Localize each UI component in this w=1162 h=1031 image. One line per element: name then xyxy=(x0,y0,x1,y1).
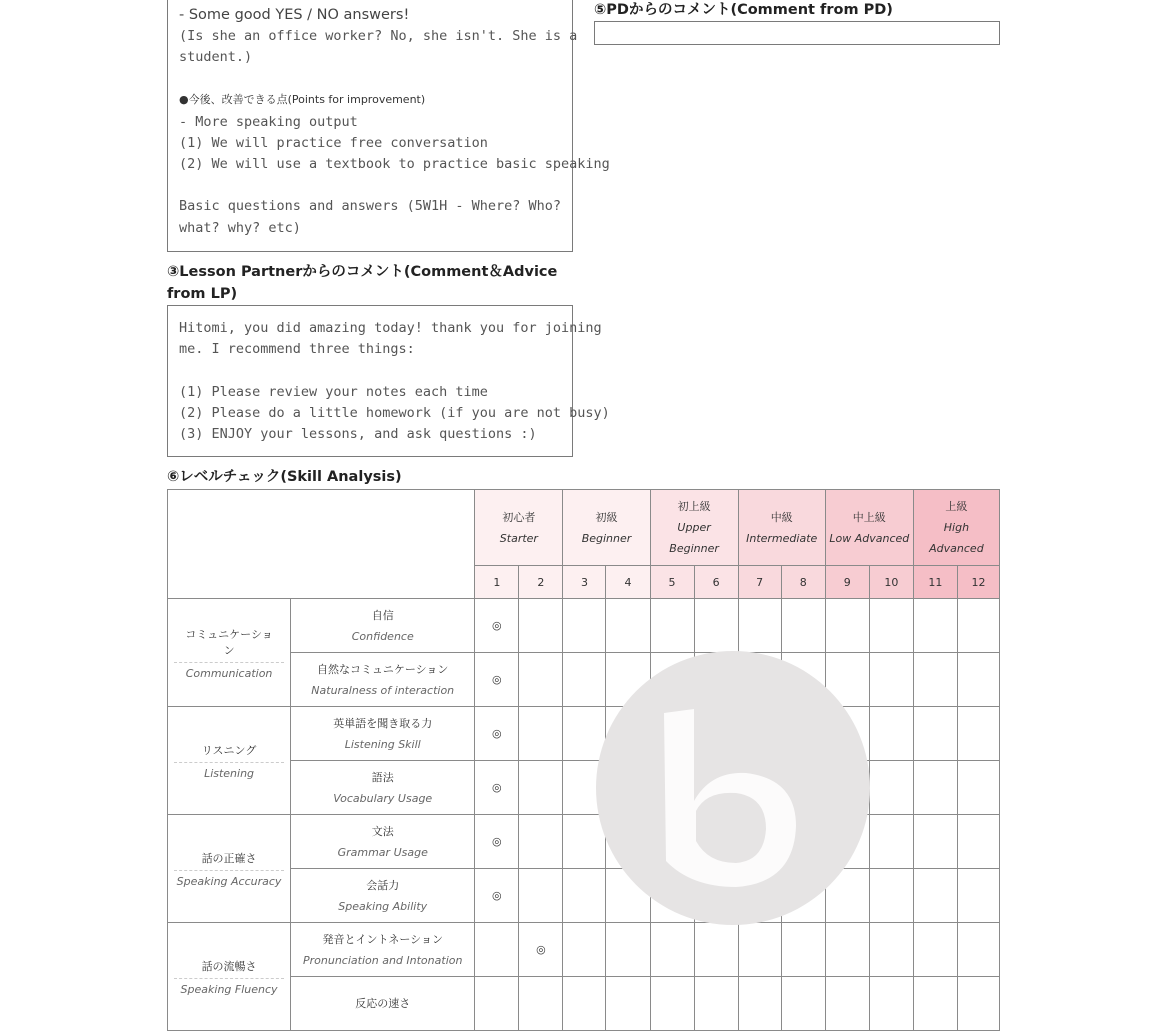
table-row xyxy=(168,761,1000,815)
level-cell[interactable] xyxy=(738,761,781,815)
skill-name-en: Listening Skill xyxy=(344,737,421,751)
level-cell[interactable] xyxy=(694,815,738,869)
comment-line: (2) We will use a textbook to practice basic speaking xyxy=(179,156,610,172)
level-number: 11 xyxy=(913,566,957,599)
level-cell[interactable] xyxy=(825,815,869,869)
level-cell[interactable] xyxy=(606,653,650,707)
level-name-en: Upper Beginner xyxy=(669,521,719,555)
level-cell[interactable] xyxy=(694,707,738,761)
skill-item xyxy=(291,653,475,707)
level-cell[interactable] xyxy=(519,815,563,869)
category-name-jp: リスニング xyxy=(201,743,257,757)
category-name-en: Listening xyxy=(174,762,284,780)
level-name-jp: 初級 xyxy=(595,510,618,524)
level-name-jp: 中級 xyxy=(770,510,793,524)
comment-line: - More speaking output xyxy=(179,114,358,130)
level-cell[interactable] xyxy=(913,869,957,923)
comment-line: (Is she an office worker? No, she isn't. She is a xyxy=(179,28,578,44)
level-header-6 xyxy=(913,490,999,566)
level-cell[interactable] xyxy=(606,599,650,653)
level-cell[interactable] xyxy=(519,977,563,1031)
level-name-en: Beginner xyxy=(581,531,632,545)
level-header-1 xyxy=(475,490,563,566)
level-mark: ◎ xyxy=(536,943,546,956)
level-cell[interactable] xyxy=(606,923,650,977)
level-mark: ◎ xyxy=(492,835,502,848)
level-cell[interactable] xyxy=(781,761,825,815)
comment-line: (1) We will practice free conversation xyxy=(179,135,488,151)
skill-name-en: Pronunciation and Intonation xyxy=(303,953,463,967)
level-cell[interactable] xyxy=(563,815,606,869)
skill-item xyxy=(291,869,475,923)
level-cell[interactable] xyxy=(869,707,913,761)
level-cell[interactable] xyxy=(738,599,781,653)
level-name-jp: 初上級 xyxy=(677,500,711,513)
skill-name-en: Grammar Usage xyxy=(337,845,428,859)
level-cell[interactable] xyxy=(738,653,781,707)
level-cell[interactable] xyxy=(650,599,694,653)
skill-name-jp: 語法 xyxy=(371,770,394,784)
level-number: 6 xyxy=(694,566,738,599)
level-cell[interactable] xyxy=(694,653,738,707)
comment-line: Basic questions and answers (5W1H - Where? Who? xyxy=(179,198,562,214)
category-name-jp: コミュニケーション xyxy=(185,627,273,657)
table-row xyxy=(168,599,1000,653)
comment-line: - Some good YES / NO answers! xyxy=(179,7,410,23)
skill-item xyxy=(291,923,475,977)
category-name-jp: 話の流暢さ xyxy=(201,959,257,973)
table-row xyxy=(168,923,1000,977)
level-cell[interactable] xyxy=(913,923,957,977)
level-cell[interactable] xyxy=(869,815,913,869)
level-cell[interactable] xyxy=(957,707,999,761)
level-cell[interactable] xyxy=(650,923,694,977)
level-cell[interactable] xyxy=(738,815,781,869)
level-cell[interactable] xyxy=(606,869,650,923)
skill-name-en: Speaking Ability xyxy=(338,899,428,913)
level-cell[interactable] xyxy=(519,923,563,977)
level-cell[interactable] xyxy=(781,815,825,869)
level-cell[interactable] xyxy=(563,869,606,923)
level-number: 1 xyxy=(475,566,519,599)
level-cell[interactable] xyxy=(781,707,825,761)
level-cell[interactable] xyxy=(825,977,869,1031)
level-cell[interactable] xyxy=(694,761,738,815)
level-number: 7 xyxy=(738,566,781,599)
level-number: 3 xyxy=(563,566,606,599)
category-name-en: Speaking Accuracy xyxy=(174,870,284,888)
level-cell[interactable] xyxy=(475,761,519,815)
level-cell[interactable] xyxy=(563,923,606,977)
level-cell[interactable] xyxy=(519,653,563,707)
level-cell[interactable] xyxy=(475,707,519,761)
level-cell[interactable] xyxy=(957,923,999,977)
skill-item xyxy=(291,815,475,869)
level-cell[interactable] xyxy=(781,653,825,707)
table-row xyxy=(168,707,1000,761)
lp-comment-line: (2) Please do a little homework (if you are not busy) xyxy=(179,405,610,421)
level-cell[interactable] xyxy=(606,707,650,761)
level-cell[interactable] xyxy=(650,869,694,923)
level-cell[interactable] xyxy=(869,653,913,707)
level-cell[interactable] xyxy=(475,599,519,653)
level-name-jp: 中上級 xyxy=(852,510,886,524)
level-cell[interactable] xyxy=(781,977,825,1031)
lp-comment-box xyxy=(167,305,610,457)
skill-category xyxy=(168,815,291,923)
level-cell[interactable] xyxy=(825,653,869,707)
level-header-4 xyxy=(738,490,825,566)
level-cell[interactable] xyxy=(957,653,999,707)
level-cell[interactable] xyxy=(913,761,957,815)
level-cell[interactable] xyxy=(563,653,606,707)
skill-item xyxy=(291,761,475,815)
level-mark: ◎ xyxy=(492,889,502,902)
level-cell[interactable] xyxy=(869,761,913,815)
level-name-en: Low Advanced xyxy=(829,531,910,545)
level-cell[interactable] xyxy=(913,653,957,707)
level-cell[interactable] xyxy=(957,977,999,1031)
level-cell[interactable] xyxy=(957,869,999,923)
level-name-jp: 上級 xyxy=(945,500,968,513)
level-cell[interactable] xyxy=(606,815,650,869)
skill-name-en: Vocabulary Usage xyxy=(333,791,433,805)
skill-analysis-heading: ⑥レベルチェック(Skill Analysis) xyxy=(167,469,402,485)
table-row xyxy=(168,653,1000,707)
lp-comment-line: (1) Please review your notes each time xyxy=(179,384,488,400)
level-cell[interactable] xyxy=(563,599,606,653)
table-row xyxy=(168,815,1000,869)
skill-name-jp: 英単語を聞き取る力 xyxy=(333,716,433,730)
level-cell[interactable] xyxy=(563,707,606,761)
level-number: 8 xyxy=(781,566,825,599)
improvement-heading: ●今後、改善できる点(Points for improvement) xyxy=(179,93,426,106)
skill-name-en: Naturalness of interaction xyxy=(311,683,455,697)
skill-item xyxy=(291,977,475,1031)
lp-comment-line: (3) ENJOY your lessons, and ask questions :) xyxy=(179,426,537,442)
table-corner xyxy=(168,490,475,599)
skill-name-jp: 自信 xyxy=(371,608,394,622)
level-header-3 xyxy=(650,490,738,566)
level-number: 9 xyxy=(825,566,869,599)
category-name-en: Communication xyxy=(174,662,284,680)
comment-line: what? why? etc) xyxy=(179,220,301,236)
skill-category xyxy=(168,599,291,707)
skill-name-jp: 文法 xyxy=(371,824,394,838)
comment-line: student.) xyxy=(179,49,253,65)
skill-name-jp: 発音とイントネーション xyxy=(322,932,443,946)
level-cell[interactable] xyxy=(913,599,957,653)
level-mark: ◎ xyxy=(492,727,502,740)
level-name-en: High Advanced xyxy=(929,521,984,555)
level-cell[interactable] xyxy=(694,869,738,923)
level-cell[interactable] xyxy=(650,815,694,869)
level-header-2 xyxy=(563,490,650,566)
category-name-en: Speaking Fluency xyxy=(174,978,284,996)
level-cell[interactable] xyxy=(606,761,650,815)
skill-item xyxy=(291,599,475,653)
level-cell[interactable] xyxy=(957,761,999,815)
skill-name-jp: 反応の速さ xyxy=(355,997,411,1010)
level-cell[interactable] xyxy=(738,707,781,761)
lesson-comment-box xyxy=(167,0,610,252)
level-cell[interactable] xyxy=(869,977,913,1031)
level-cell[interactable] xyxy=(475,977,519,1031)
level-mark: ◎ xyxy=(492,673,502,686)
level-cell[interactable] xyxy=(825,761,869,815)
level-cell[interactable] xyxy=(913,815,957,869)
level-cell[interactable] xyxy=(869,923,913,977)
level-cell[interactable] xyxy=(957,815,999,869)
level-name-en: Intermediate xyxy=(746,531,818,545)
level-cell[interactable] xyxy=(781,869,825,923)
skill-analysis-table xyxy=(167,489,1000,1031)
level-cell[interactable] xyxy=(694,599,738,653)
level-name-jp: 初心者 xyxy=(502,510,536,524)
level-cell[interactable] xyxy=(519,707,563,761)
level-cell[interactable] xyxy=(650,653,694,707)
pd-comment-heading: ⑤PDからのコメント(Comment from PD) xyxy=(594,2,893,18)
level-cell[interactable] xyxy=(913,977,957,1031)
level-cell[interactable] xyxy=(738,923,781,977)
level-header-row xyxy=(168,490,1000,566)
table-row xyxy=(168,869,1000,923)
level-number: 5 xyxy=(650,566,694,599)
level-cell[interactable] xyxy=(650,761,694,815)
level-cell[interactable] xyxy=(957,599,999,653)
level-name-en: Starter xyxy=(499,531,538,545)
level-cell[interactable] xyxy=(825,707,869,761)
skill-category xyxy=(168,923,291,1031)
skill-category xyxy=(168,707,291,815)
lp-comment-line: Hitomi, you did amazing today! thank you for joining xyxy=(179,320,602,336)
level-number: 12 xyxy=(957,566,999,599)
category-name-jp: 話の正確さ xyxy=(201,851,257,865)
table-row xyxy=(168,977,1000,1031)
level-mark: ◎ xyxy=(492,619,502,632)
level-mark: ◎ xyxy=(492,781,502,794)
level-cell[interactable] xyxy=(563,761,606,815)
level-cell[interactable] xyxy=(825,923,869,977)
level-cell[interactable] xyxy=(475,923,519,977)
level-cell[interactable] xyxy=(650,707,694,761)
level-cell[interactable] xyxy=(869,599,913,653)
level-cell[interactable] xyxy=(825,869,869,923)
skill-name-jp: 会話力 xyxy=(366,878,400,892)
skill-item xyxy=(291,707,475,761)
level-cell[interactable] xyxy=(738,977,781,1031)
level-cell[interactable] xyxy=(563,977,606,1031)
level-number: 4 xyxy=(606,566,650,599)
level-number: 2 xyxy=(519,566,563,599)
pd-comment-field[interactable] xyxy=(594,21,1000,45)
level-cell[interactable] xyxy=(475,869,519,923)
skill-name-jp: 自然なコミュニケーション xyxy=(317,662,449,676)
level-cell[interactable] xyxy=(781,923,825,977)
lp-comment-heading: ③Lesson Partnerからのコメント(Comment＆Advice xyxy=(167,264,558,280)
level-cell[interactable] xyxy=(694,977,738,1031)
level-cell[interactable] xyxy=(475,653,519,707)
level-cell[interactable] xyxy=(781,599,825,653)
level-cell[interactable] xyxy=(738,869,781,923)
lp-comment-line: me. I recommend three things: xyxy=(179,341,415,357)
level-cell[interactable] xyxy=(606,977,650,1031)
level-cell[interactable] xyxy=(475,815,519,869)
level-cell[interactable] xyxy=(913,707,957,761)
level-cell[interactable] xyxy=(519,869,563,923)
level-cell[interactable] xyxy=(869,869,913,923)
level-number: 10 xyxy=(869,566,913,599)
skill-name-en: Confidence xyxy=(351,629,414,643)
level-cell[interactable] xyxy=(650,977,694,1031)
level-header-5 xyxy=(825,490,913,566)
level-cell[interactable] xyxy=(694,923,738,977)
level-cell[interactable] xyxy=(519,599,563,653)
level-cell[interactable] xyxy=(519,761,563,815)
lp-comment-heading-cont: from LP) xyxy=(167,286,238,302)
level-cell[interactable] xyxy=(825,599,869,653)
